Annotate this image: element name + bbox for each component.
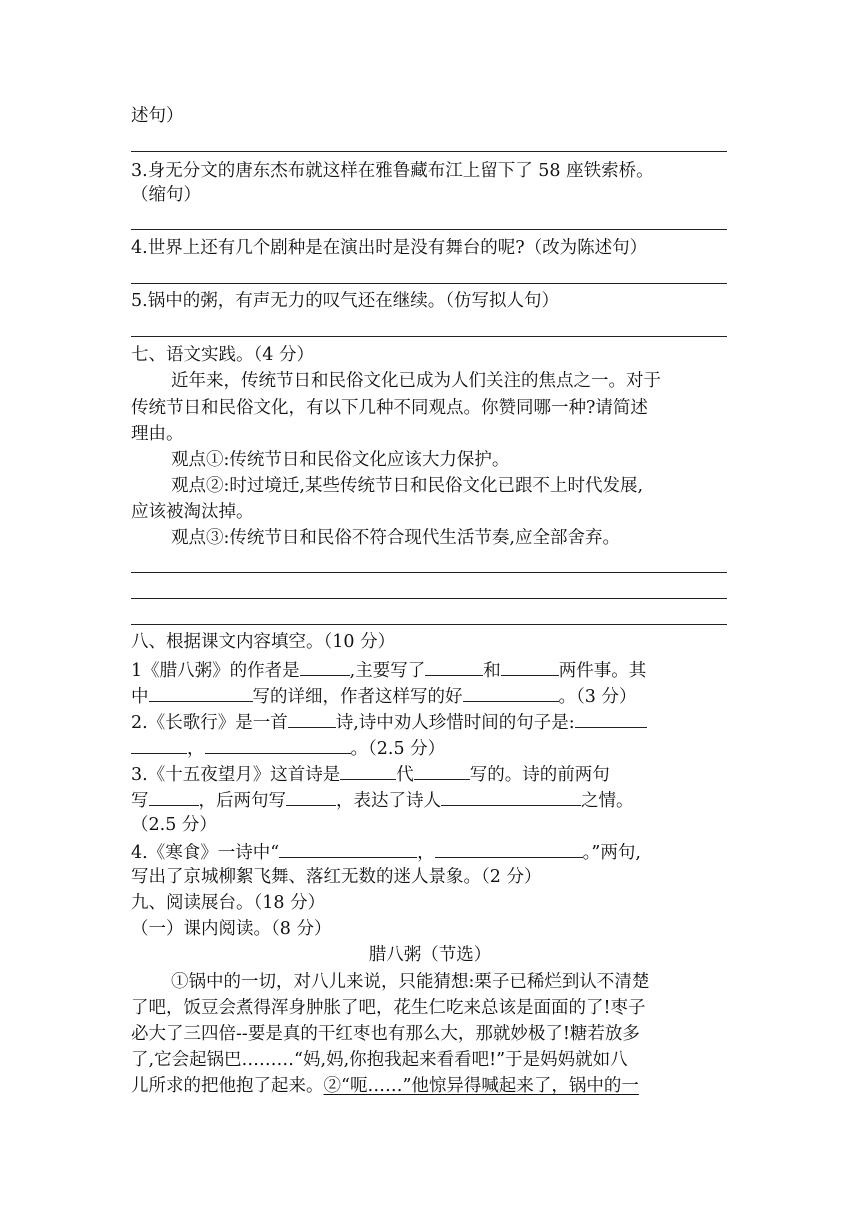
blank[interactable]	[205, 735, 351, 754]
fill-q3-score: （2.5 分）	[131, 815, 217, 835]
blank[interactable]	[286, 787, 336, 806]
fill-q4-line1: 4.《寒食》一诗中“ ， 。”两句,	[131, 839, 641, 865]
blank[interactable]	[149, 683, 253, 702]
fill-q3-line2: 写 ，后两句写 ，表达了诗人 之情。	[131, 787, 634, 813]
answer-line	[131, 151, 727, 152]
section9-subheading: （一）课内阅读。（8 分）	[131, 919, 332, 939]
fill-q1-line2: 中 写的详细，作者这样写的好 。（3 分）	[131, 683, 636, 709]
blank[interactable]	[441, 787, 581, 806]
section8-heading: 八、根据课文内容填空。（10 分）	[131, 632, 396, 652]
fill-q3-line1: 3.《十五夜望月》这首诗是 代 写的。诗的前两句	[131, 761, 610, 787]
blank[interactable]	[288, 709, 336, 728]
passage-line: 了吧，饭豆会煮得浑身肿胀了吧，花生仁吃来总该是面面的了!枣子	[131, 998, 646, 1018]
viewpoint-2-cont: 应该被淘汰掉。	[131, 502, 254, 522]
q5-text: 5.锅中的粥，有声无力的叹气还在继续。（仿写拟人句）	[131, 291, 559, 311]
answer-line	[131, 229, 727, 230]
viewpoint-1: 观点①:传统节日和民俗文化应该大力保护。	[171, 450, 510, 470]
passage-line: 必大了三四倍--要是真的干红枣也有那么大，那就妙极了!糖若放多	[131, 1024, 640, 1044]
blank[interactable]	[435, 839, 583, 858]
answer-line	[131, 283, 727, 284]
section7-para-line: 近年来，传统节日和民俗文化已成为人们关注的焦点之一。对于	[171, 371, 661, 391]
blank[interactable]	[300, 657, 350, 676]
answer-line	[131, 624, 727, 625]
answer-line	[131, 598, 727, 599]
fill-q2-line1: 2.《长歌行》是一首 诗,诗中劝人珍惜时间的句子是:	[131, 709, 647, 735]
blank[interactable]	[131, 735, 187, 754]
passage-line: ①锅中的一切，对八儿来说，只能猜想:栗子已稀烂到认不清楚	[171, 972, 650, 992]
section7-heading: 七、语文实践。（4 分）	[131, 345, 314, 365]
section7-para-line: 理由。	[131, 424, 184, 444]
underlined-sentence: ②“呃……”他惊异得喊起来了，锅中的一	[323, 1076, 639, 1096]
blank[interactable]	[425, 657, 483, 676]
section9-heading: 九、阅读展台。（18 分）	[131, 893, 326, 913]
q3-text: 3.身无分文的唐东杰布就这样在雅鲁藏布江上留下了 58 座铁索桥。	[131, 161, 654, 181]
blank[interactable]	[575, 709, 647, 728]
blank[interactable]	[463, 683, 559, 702]
fill-q1-line1: 1《腊八粥》的作者是 ,主要写了 和 两件事。其	[131, 657, 646, 683]
answer-line	[131, 336, 727, 337]
passage-title: 腊八粥（节选）	[368, 945, 492, 965]
blank[interactable]	[501, 657, 559, 676]
viewpoint-3: 观点③:传统节日和民俗不符合现代生活节奏,应全部舍弃。	[171, 528, 620, 548]
blank[interactable]	[149, 787, 199, 806]
q4-text: 4.世界上还有几个剧种是在演出时是没有舞台的呢?（改为陈述句）	[131, 238, 648, 258]
fill-q4-line2: 写出了京城柳絮飞舞、落红无数的迷人景象。（2 分）	[131, 867, 542, 887]
q3-instruction: （缩句）	[131, 185, 201, 205]
fill-q2-line2: ， 。（2.5 分）	[131, 735, 445, 761]
viewpoint-2: 观点②:时过境迁,某些传统节日和民俗文化已跟不上时代发展,	[171, 476, 644, 496]
blank[interactable]	[279, 839, 417, 858]
section7-para-line: 传统节日和民俗文化，有以下几种不同观点。你赞同哪一种?请简述	[131, 398, 648, 418]
passage-line: 儿所求的把他抱了起来。②“呃……”他惊异得喊起来了，锅中的一	[131, 1076, 639, 1096]
passage-line: 了,它会起锅巴………“妈,妈,你抱我起来看看吧!”于是妈妈就如八	[131, 1050, 628, 1070]
blank[interactable]	[340, 761, 396, 780]
blank[interactable]	[414, 761, 470, 780]
answer-line	[131, 572, 727, 573]
q2-tail: 述句）	[131, 106, 184, 126]
